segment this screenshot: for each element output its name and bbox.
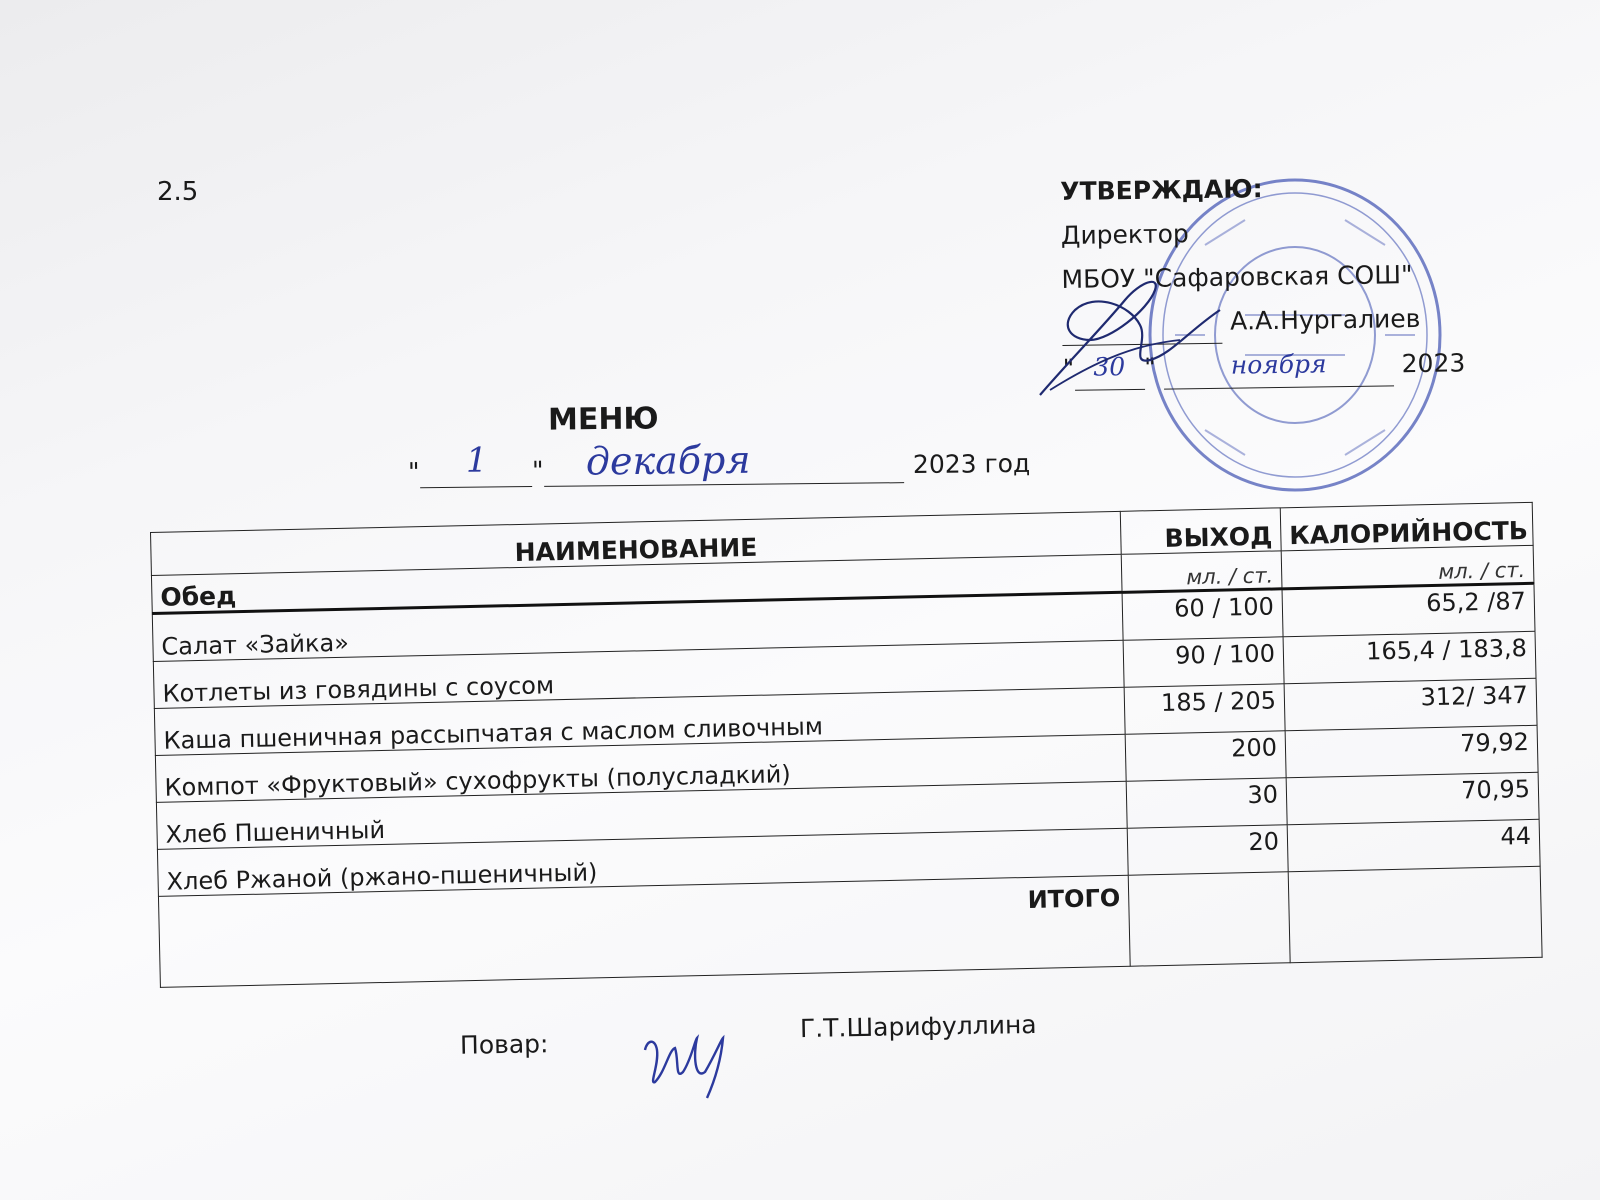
page-title: МЕНЮ (547, 401, 659, 438)
menu-year: 2023 год (912, 448, 1031, 480)
menu-month: декабря (585, 437, 751, 484)
menu-day: 1 (465, 440, 488, 481)
approval-year: 2023 (1401, 348, 1466, 379)
menu-date (408, 437, 1049, 504)
menu-table (150, 502, 1543, 988)
dish-calories: 65,2 /87 (1282, 583, 1535, 636)
total-label: ИТОГО (158, 875, 1130, 987)
total-output (1128, 872, 1290, 966)
document-number: 2.5 (157, 177, 199, 207)
approval-day: 30 (1074, 345, 1145, 391)
approval-position: Директор (1060, 219, 1189, 250)
approval-organization: МБОУ "Сафаровская СОШ" (1061, 260, 1413, 294)
approval-name: А.А.Нургалиев (1229, 303, 1421, 336)
dish-calories: 79,92 (1285, 725, 1538, 777)
dish-output: 30 (1126, 778, 1287, 828)
dish-name: Хлеб Пшеничный (156, 781, 1127, 849)
quote-open: " (407, 457, 420, 487)
header-name: НАИМЕНОВАНИЕ (151, 511, 1122, 575)
quote-open: " (1062, 353, 1075, 383)
calories-unit: мл. / ст. (1281, 545, 1534, 588)
dish-name: Котлеты из говядины с соусом (153, 640, 1124, 708)
total-calories (1288, 866, 1542, 962)
dish-output: 200 (1125, 731, 1286, 781)
dish-output: 20 (1127, 825, 1288, 875)
header-calories: КАЛОРИЙНОСТЬ (1280, 502, 1533, 550)
director-signature (1030, 270, 1230, 400)
dish-name: Салат «Зайка» (152, 592, 1123, 661)
cook-label: Повар: (459, 1029, 549, 1060)
cook-signature (635, 1010, 745, 1100)
dish-calories: 165,4 / 183,8 (1283, 631, 1536, 683)
dish-output: 90 / 100 (1123, 637, 1284, 687)
output-unit: мл. / ст. (1121, 551, 1282, 592)
dish-calories: 44 (1287, 819, 1540, 871)
approval-heading: УТВЕРЖДАЮ: (1060, 174, 1263, 206)
dish-output: 60 / 100 (1122, 589, 1283, 640)
approval-month: ноября (1163, 341, 1394, 389)
dish-output: 185 / 205 (1124, 684, 1285, 734)
dish-calories: 312/ 347 (1284, 678, 1537, 730)
header-output: ВЫХОД (1120, 508, 1281, 554)
dish-name: Каша пшеничная рассыпчатая с маслом сливочным (154, 687, 1125, 755)
dish-calories: 70,95 (1286, 772, 1539, 824)
quote-close: " (1144, 352, 1156, 382)
dish-name: Компот «Фруктовый» сухофрукты (полусладкий) (155, 734, 1126, 802)
section-name: Обед (151, 554, 1122, 613)
menu-table-wrapper (150, 502, 1543, 988)
cook-name: Г.Т.Шарифуллина (799, 1009, 1037, 1044)
dish-name: Хлеб Ржаной (ржано-пшеничный) (157, 828, 1128, 896)
quote-close: " (531, 455, 544, 486)
